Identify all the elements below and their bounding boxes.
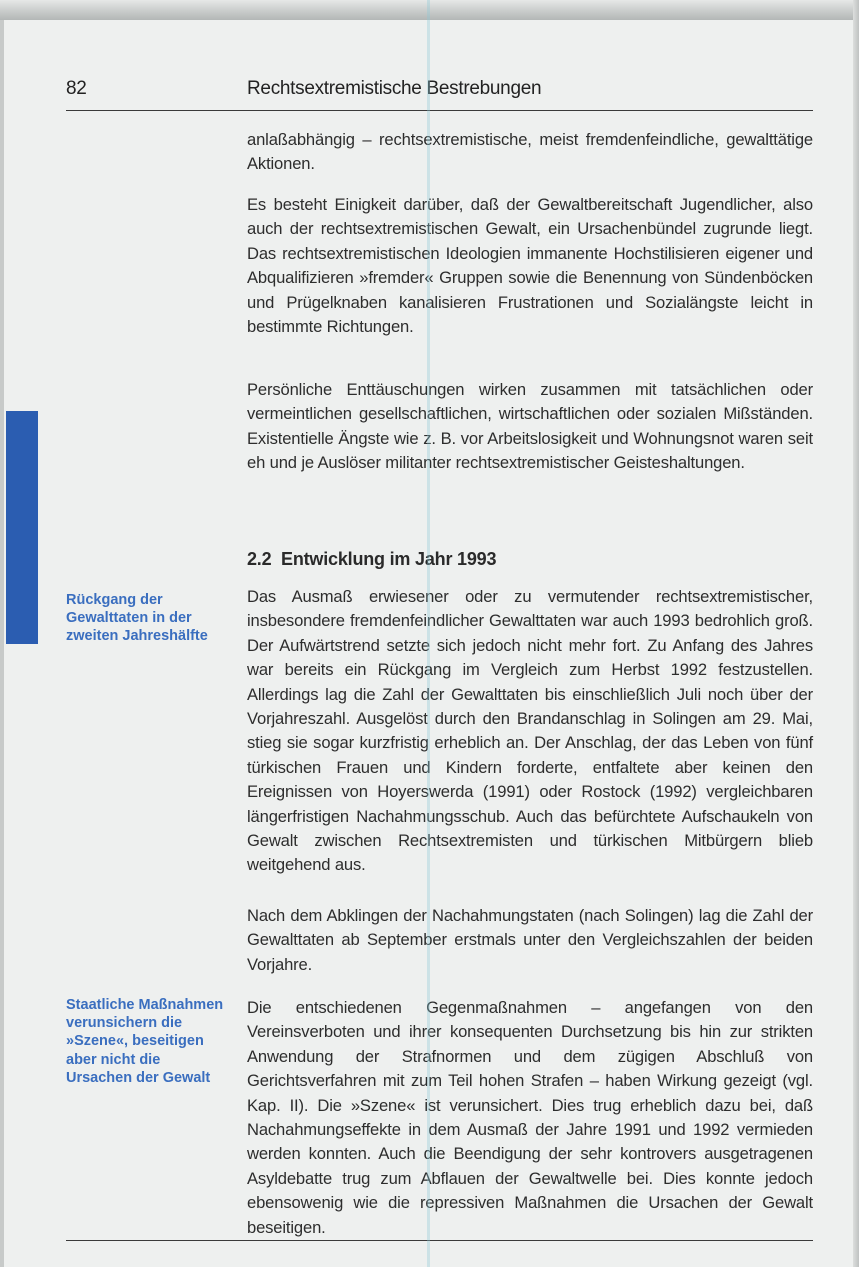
paragraph-text: Das Ausmaß erwiesener oder zu vermutender rechtsextremistischer, insbesondere fremdenfeindlicher Gewalttaten war auch 1993 bedrohlich groß. Der Aufwärtstrend setzte sich jedoch nicht mehr fort. Zu Anfang des Jahres war bereits ein Rückgang im Vergleich zum Herbst 1992 festzustellen. Allerdings lag die Zahl der Gewalttaten bis einschließlich Juli noch über der Vorjahreszahl. Ausgelöst durch den Brandanschlag in Solingen am 29. Mai, stieg sie sogar kurzfristig erheblich an. Der Anschlag, der das Leben von fünf türkischen Frauen und Kindern forderte, entfaltete aber keinen den Ereignissen von Hoyerswerda (1991) oder Rostock (1992) vergleichbaren längerfristigen Nachahmungsschub. Auch das befürchtete Aufschaukeln von Gewalt zwischen Rechtsextremisten und türkischen Mitbürgern blieb weitgehend aus. — [247, 587, 813, 875]
page-number: 82 — [66, 78, 87, 99]
footer-rule — [66, 1240, 813, 1241]
paragraph-5 — [247, 904, 813, 977]
paragraph-1 — [247, 128, 813, 177]
paragraph-text: Es besteht Einigkeit darüber, daß der Gewaltbereitschaft Jugendlicher, also auch der rechtsextremistischen Gewalt, ein Ursachenbündel zugrunde liegt. Das rechtsextremistischen Ideologien immanente Hochstilisieren eigener und Abqualifizieren »fremder« Gruppen sowie die Benennung von Sündenböcken und Prügelknaben kanalisieren Frustrationen und Sozialängste leicht in bestimmte Richtungen. — [247, 195, 813, 337]
margin-note-decline: Rückgang der Gewalttaten in der zweiten Jahreshälfte — [66, 592, 208, 645]
running-title: Rechtsextremistische Bestrebungen — [247, 78, 542, 99]
paragraph-2 — [247, 193, 813, 339]
scan-left-edge — [0, 20, 4, 1267]
paragraph-text: anlaßabhängig – rechtsextremistische, meist fremdenfeindliche, gewalttätige Aktionen. — [247, 130, 813, 174]
header-rule — [66, 110, 813, 111]
paragraph-text: Nach dem Abklingen der Nachahmungstaten (nach Solingen) lag die Zahl der Gewalttaten ab September erstmals unter den Vergleichszahlen der beiden Vorjahre. — [247, 906, 813, 974]
paragraph-6 — [247, 996, 813, 1240]
chapter-thumb-tab — [6, 411, 38, 644]
paragraph-3 — [247, 378, 813, 476]
scan-right-edge — [853, 0, 859, 1267]
scan-artifact-line — [427, 0, 430, 1267]
paragraph-text: Die entschiedenen Gegenmaßnahmen – angefangen von den Vereinsverboten und ihrer konsequenten Durchsetzung bis hin zur strikten Anwendung der Strafnormen und dem zügigen Abschluß von Gerichtsverfahren mit zum Teil hohen Strafen – haben Wirkung gezeigt (vgl. Kap. II). Die »Szene« ist verunsichert. Dies trug erheblich dazu bei, daß Nachahmungseffekte in dem Ausmaß der Jahre 1991 und 1992 vermieden werden konnten. Auch die Beendigung der sehr kontrovers ausgetragenen Asyldebatte trug zum Abflauen der Gewaltwelle bei. Dies konnte jedoch ebensowenig wie die repressiven Maßnahmen die Ursachen der Gewalt beseitigen. — [247, 998, 813, 1237]
paragraph-4 — [247, 585, 813, 878]
margin-note-state-measures: Staatliche Maßnahmen verunsichern die »Szene«, beseitigen aber nicht die Ursachen der Gewalt — [66, 997, 224, 1086]
section-heading: 2.2 Entwicklung im Jahr 1993 — [247, 549, 497, 569]
paragraph-text: Persönliche Enttäuschungen wirken zusammen mit tatsächlichen oder vermeintlichen gesellschaftlichen, wirtschaftlichen oder sozialen Mißständen. Existentielle Ängste wie z. B. vor Arbeitslosigkeit und Wohnungsnot waren seit eh und je Auslöser militanter rechtsextremistischer Geisteshaltungen. — [247, 380, 813, 473]
